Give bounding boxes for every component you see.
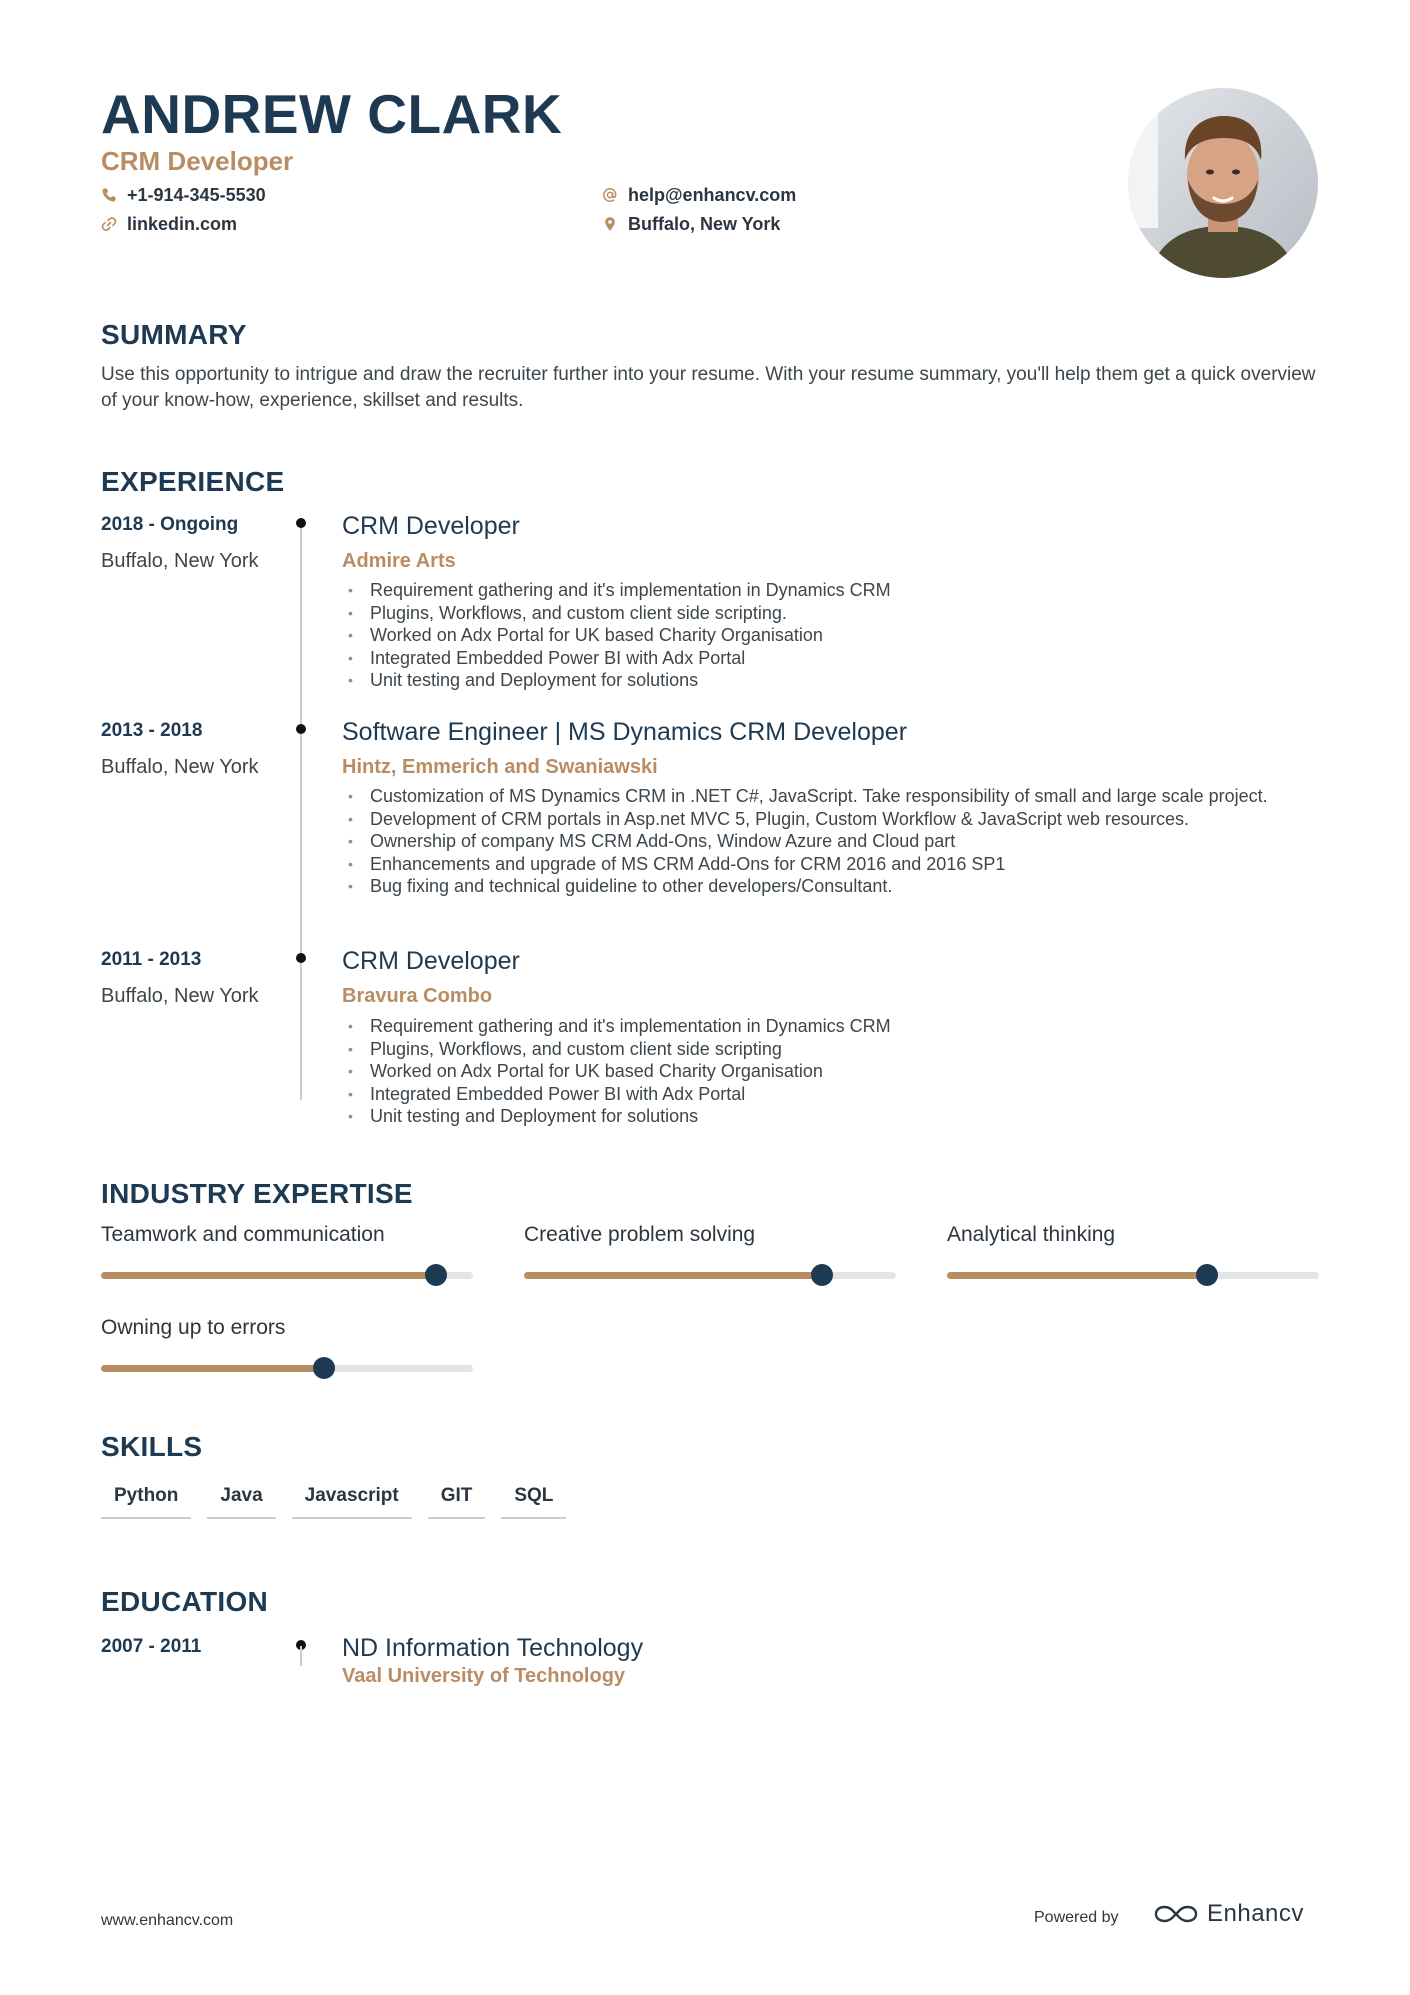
powered-by-text: Powered by (1034, 1909, 1119, 1926)
skill-tag: GIT (428, 1484, 486, 1519)
job-location: Buffalo, New York (101, 550, 259, 572)
email-text[interactable]: help@enhancv.com (628, 185, 797, 205)
link-icon (101, 216, 117, 232)
job-dates: 2011 - 2013 (101, 949, 202, 970)
job-bullet: • Ownership of company MS CRM Add-Ons, Window Azure and Cloud part (342, 830, 1272, 853)
candidate-title: CRM Developer (101, 146, 294, 176)
skill-tag: Javascript (292, 1484, 412, 1519)
contact-email[interactable] (602, 183, 796, 207)
brand-name: Enhancv (1207, 1900, 1304, 1927)
education-heading: EDUCATION (101, 1586, 269, 1617)
expertise-knob (811, 1264, 833, 1286)
job-bullet: • Bug fixing and technical guideline to other developers/Consultant. (342, 875, 1272, 898)
expertise-knob (313, 1357, 335, 1379)
job-bullet: • Integrated Embedded Power BI with Adx Portal (342, 1083, 1272, 1106)
contact-location (602, 212, 780, 236)
job-bullet: • Unit testing and Deployment for solutions (342, 1105, 1272, 1128)
job-bullets (342, 785, 1272, 898)
experience-timeline-line (300, 524, 302, 1100)
timeline-dot (296, 518, 306, 528)
expertise-heading: INDUSTRY EXPERTISE (101, 1178, 413, 1209)
job-role: Software Engineer | MS Dynamics CRM Developer (342, 718, 908, 746)
expertise-track (524, 1272, 896, 1279)
job-role: CRM Developer (342, 947, 520, 975)
job-company: Bravura Combo (342, 985, 493, 1007)
expertise-fill (101, 1272, 436, 1279)
enhancv-infinity-icon (1153, 1902, 1199, 1926)
expertise-fill (101, 1365, 324, 1372)
expertise-fill (524, 1272, 822, 1279)
education-dates: 2007 - 2011 (101, 1636, 202, 1657)
job-role: CRM Developer (342, 512, 520, 540)
candidate-name: ANDREW CLARK (101, 83, 563, 145)
expertise-item (101, 1315, 473, 1341)
job-bullet: • Plugins, Workflows, and custom client side scripting. (342, 602, 1272, 625)
job-bullet: • Plugins, Workflows, and custom client side scripting (342, 1038, 1272, 1061)
summary-text: Use this opportunity to intrigue and draw the recruiter further into your resume. With your resume summary, you'll help them get a quick overview of your know-how, experience, skillset and results. (101, 364, 1316, 411)
job-dates: 2013 - 2018 (101, 720, 203, 741)
education-timeline-line (300, 1646, 302, 1666)
job-company: Admire Arts (342, 550, 456, 572)
enhancv-logo[interactable] (1153, 1900, 1304, 1928)
location-text: Buffalo, New York (628, 214, 781, 234)
job-bullet: • Worked on Adx Portal for UK based Charity Organisation (342, 624, 1272, 647)
timeline-dot (296, 953, 306, 963)
expertise-knob (425, 1264, 447, 1286)
job-bullet: • Requirement gathering and it's implementation in Dynamics CRM (342, 1015, 1272, 1038)
job-bullets (342, 579, 1272, 692)
job-bullet: • Enhancements and upgrade of MS CRM Add-Ons for CRM 2016 and 2016 SP1 (342, 853, 1272, 876)
expertise-track (101, 1272, 473, 1279)
job-company: Hintz, Emmerich and Swaniawski (342, 756, 658, 778)
expertise-item (947, 1222, 1319, 1248)
contact-phone (101, 183, 266, 207)
skills-heading: SKILLS (101, 1431, 203, 1462)
phone-icon (101, 187, 117, 203)
timeline-dot (296, 724, 306, 734)
expertise-item (524, 1222, 896, 1248)
skills-list (101, 1484, 566, 1519)
expertise-track (947, 1272, 1319, 1279)
contact-linkedin[interactable] (101, 212, 237, 236)
phone-text: +1-914-345-5530 (127, 185, 266, 205)
job-location: Buffalo, New York (101, 756, 259, 778)
skill-tag: Java (207, 1484, 275, 1519)
at-icon (602, 187, 618, 203)
job-dates: 2018 - Ongoing (101, 514, 239, 535)
skill-tag: Python (101, 1484, 191, 1519)
expertise-item (101, 1222, 473, 1248)
expertise-track (101, 1365, 473, 1372)
skill-tag: SQL (501, 1484, 566, 1519)
job-bullet: • Development of CRM portals in Asp.net MVC 5, Plugin, Custom Workflow & JavaScript web resources. (342, 808, 1272, 831)
footer-url[interactable]: www.enhancv.com (101, 1912, 234, 1929)
expertise-fill (947, 1272, 1207, 1279)
expertise-knob (1196, 1264, 1218, 1286)
job-bullet: • Requirement gathering and it's implementation in Dynamics CRM (342, 579, 1272, 602)
education-degree: ND Information Technology (342, 1634, 644, 1662)
location-pin-icon (602, 216, 618, 232)
job-bullet: • Worked on Adx Portal for UK based Charity Organisation (342, 1060, 1272, 1083)
expertise-label: Creative problem solving (524, 1223, 756, 1246)
expertise-label: Owning up to errors (101, 1316, 286, 1339)
profile-photo (1128, 88, 1318, 278)
summary-heading: SUMMARY (101, 319, 247, 350)
expertise-label: Analytical thinking (947, 1223, 1116, 1246)
education-school: Vaal University of Technology (342, 1665, 626, 1687)
job-bullet: • Customization of MS Dynamics CRM in .NET C#, JavaScript. Take responsibility of small and large scale project. (342, 785, 1272, 808)
linkedin-text[interactable]: linkedin.com (127, 214, 238, 234)
job-bullet: • Unit testing and Deployment for solutions (342, 669, 1272, 692)
job-location: Buffalo, New York (101, 985, 259, 1007)
expertise-label: Teamwork and communication (101, 1223, 385, 1246)
job-bullet: • Integrated Embedded Power BI with Adx Portal (342, 647, 1272, 670)
experience-heading: EXPERIENCE (101, 466, 285, 497)
job-bullets (342, 1015, 1272, 1128)
